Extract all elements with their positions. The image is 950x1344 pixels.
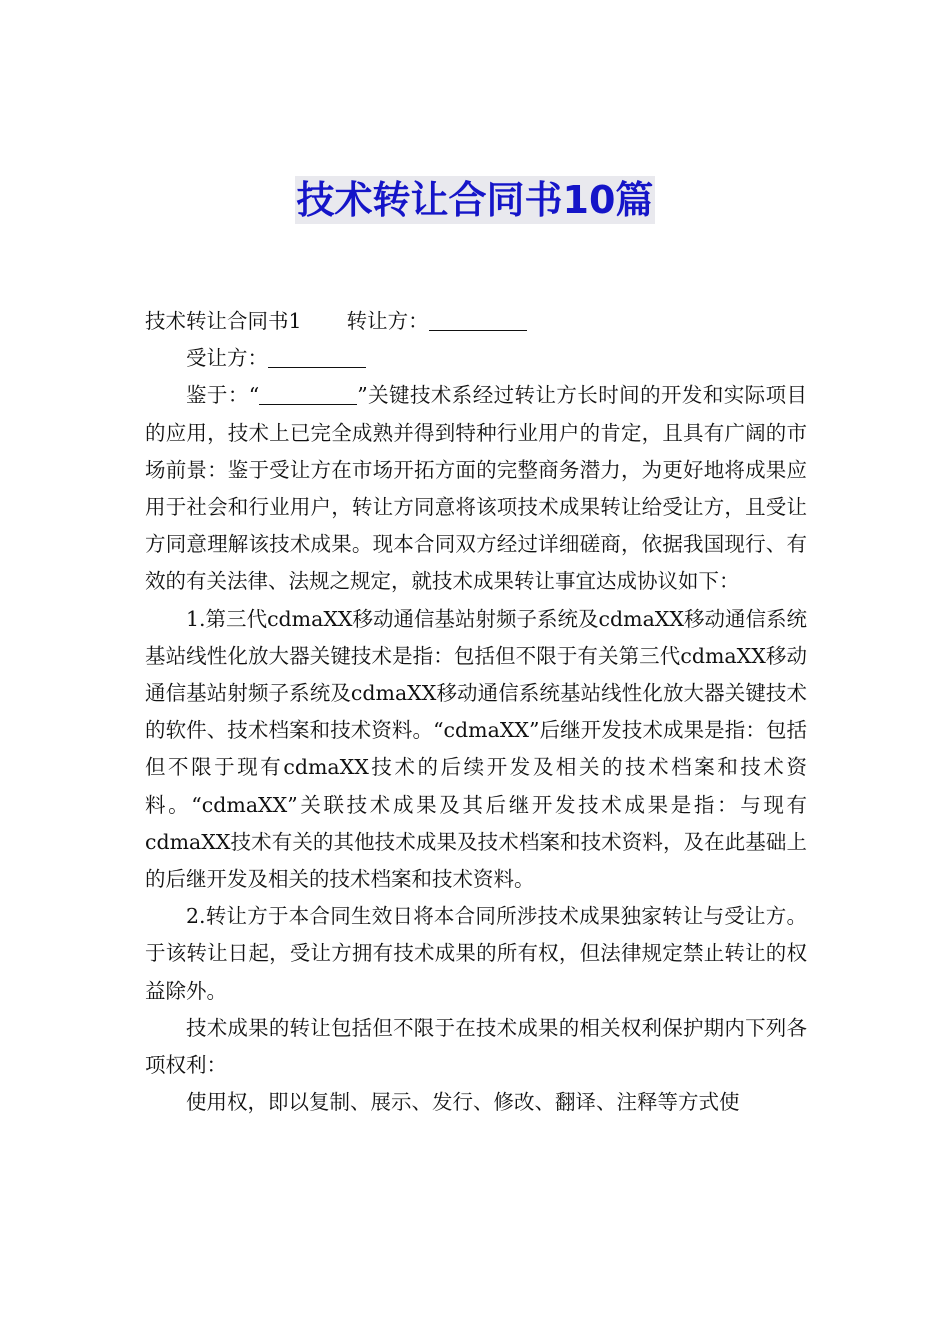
- clause-2-paragraph: [145, 898, 807, 1010]
- whereas-text: ”关键技术系经过转让方长时间的开发和实际项目的应用，技术上已完全成熟并得到特种行业用户的肯定，且具有广阔的市场前景：鉴于受让方在市场开拓方面的完整商务潜力，为更好地将成果应用于社会和行业用户，转让方同意将该项技术成果转让给受让方，且受让方同意理解该技术成果。现本合同双方经过详细磋商，依据我国现行、有效的有关法律、法规之规定，就技术成果转让事宜达成协议如下：: [145, 383, 807, 594]
- transferee-blank: [268, 347, 366, 369]
- scope-paragraph: [145, 1010, 807, 1084]
- clause-1-paragraph: [145, 601, 807, 899]
- transferor-blank: [429, 310, 527, 332]
- clause-2-text: 2.转让方于本合同生效日将本合同所涉技术成果独家转让与受让方。于该转让日起，受让方拥有技术成果的所有权，但法律规定禁止转让的权益除外。: [145, 904, 807, 1003]
- technology-name-blank: [259, 384, 357, 406]
- transferee-line: [145, 340, 807, 377]
- whereas-paragraph: [145, 377, 807, 600]
- title-container: [0, 176, 950, 224]
- use-right-text: 使用权，即以复制、展示、发行、修改、翻译、注释等方式使: [186, 1090, 740, 1115]
- scope-text: 技术成果的转让包括但不限于在技术成果的相关权利保护期内下列各项权利：: [145, 1015, 807, 1078]
- whereas-prefix: 鉴于：“: [186, 383, 260, 408]
- contract-heading-line: [145, 303, 807, 340]
- document-body: [145, 303, 807, 1121]
- use-right-paragraph: [145, 1084, 807, 1121]
- clause-1-text: 1.第三代cdmaXX移动通信基站射频子系统及cdmaXX移动通信系统基站线性化放大器关键技术是指：包括但不限于有关第三代cdmaXX移动通信基站射频子系统及cdmaXX移动通信系统基站线性化放大器关键技术的软件、技术档案和技术资料。“cdmaXX”后继开发技术成果是指：包括但不限于现有cdmaXX技术的后续开发及相关的技术档案和技术资料。“cdmaXX”关联技术成果及其后继开发技术成果是指：与现有cdmaXX技术有关的其他技术成果及技术档案和技术资料，及在此基础上的后继开发及相关的技术档案和技术资料。: [145, 606, 807, 892]
- contract-heading: 技术转让合同书1: [145, 309, 302, 333]
- transferor-label: 转让方：: [346, 309, 429, 333]
- document-title: 技术转让合同书10篇: [296, 178, 654, 222]
- transferee-label: 受让方：: [186, 346, 268, 371]
